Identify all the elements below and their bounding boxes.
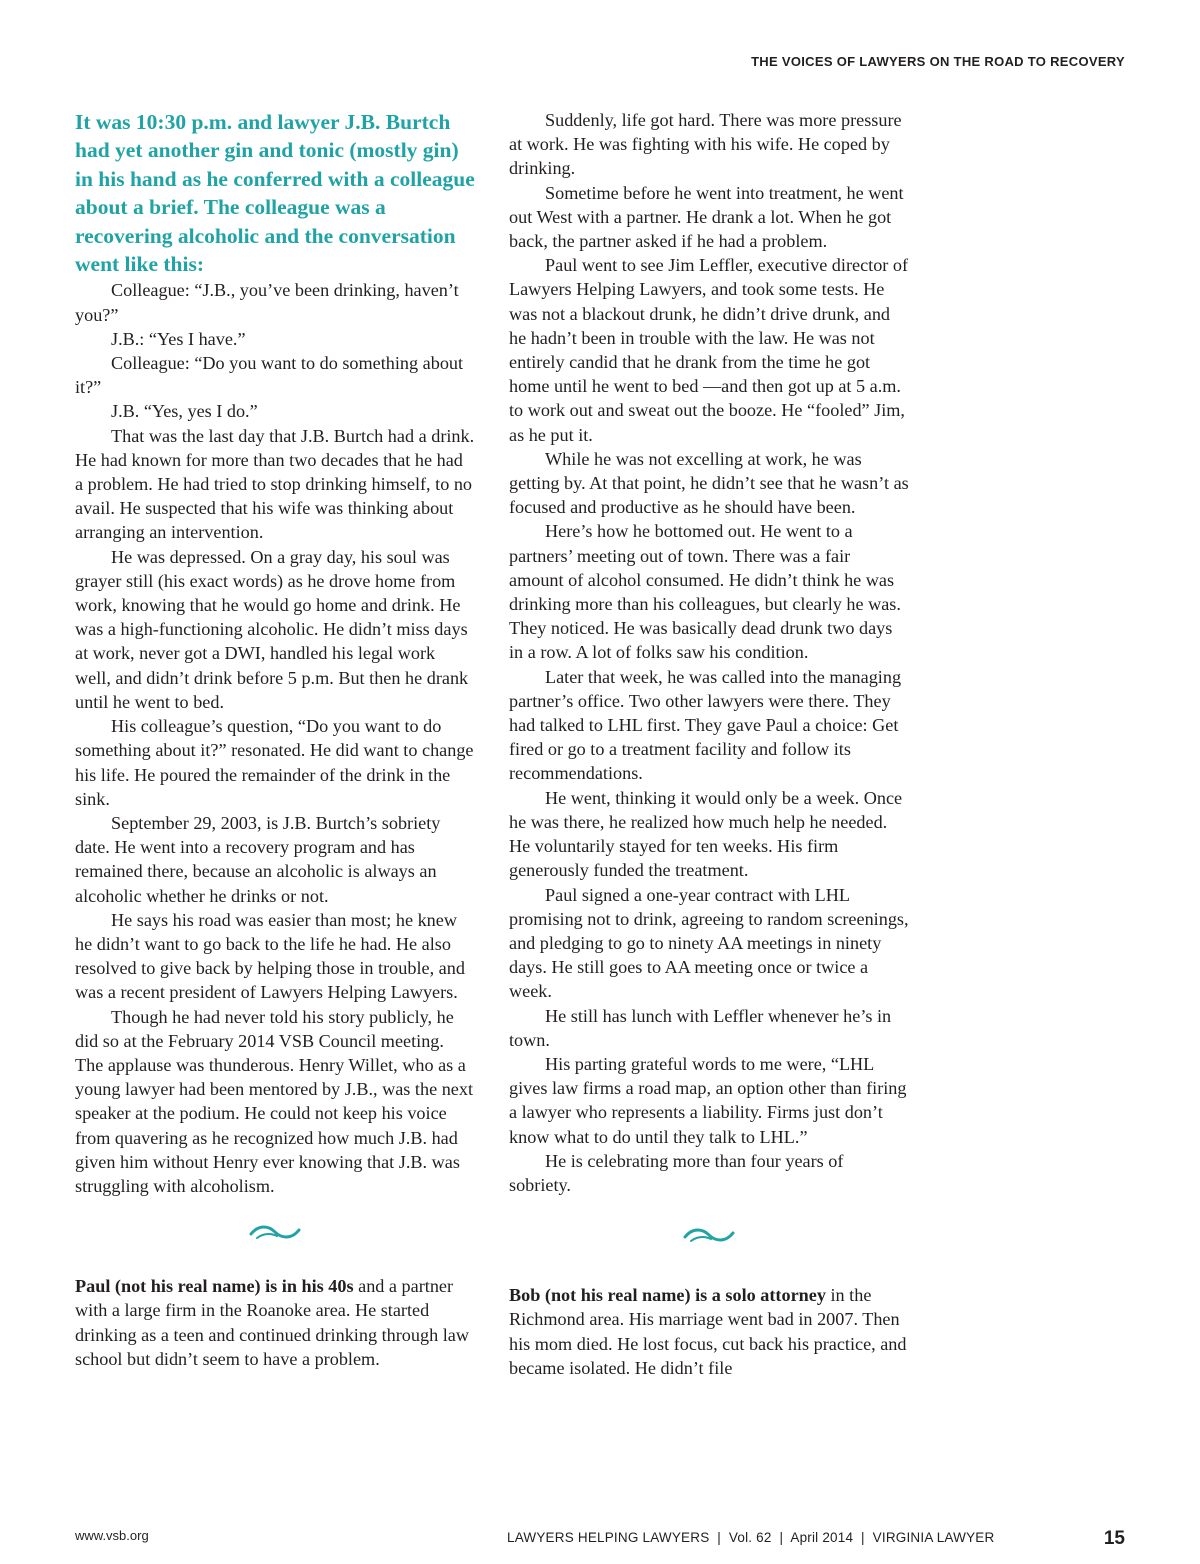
body-paragraph: September 29, 2003, is J.B. Burtch’s sobriety date. He went into a recovery program and has remained there, because an alcoholic is always an alcoholic whether he drinks or not. <box>75 812 441 906</box>
running-head: THE VOICES OF LAWYERS ON THE ROAD TO RECOVERY <box>751 54 1125 69</box>
body-paragraph: He says his road was easier than most; he knew he didn’t want to go back to the life he had. He also resolved to give back by helping those in trouble, and was a recent president of Lawyers Helping Lawyers. <box>75 909 465 1003</box>
right-column <box>509 108 909 1380</box>
body-paragraph: While he was not excelling at work, he was getting by. At that point, he didn’t see that he wasn’t as focused and productive as he should have been. <box>509 448 909 518</box>
body-paragraph: Colleague: “Do you want to do something about it?” <box>75 353 464 398</box>
section-lead-rest: and a partner with a large firm in the Roanoke area. He started drinking as a teen and continued drinking through law school but didn’t seem to have a problem. <box>75 1276 469 1369</box>
body-paragraph: He was depressed. On a gray day, his soul was grayer still (his exact words) as he drove home from work, knowing that he would go home and drink. He was a high-functioning alcoholic. He didn’t miss days at work, never got a DWI, handled his legal work well, and didn’t drink before 5 p.m. But then he drank until he went to bed. <box>75 546 469 712</box>
section-paragraph-paul <box>75 1274 475 1371</box>
footer-url: www.vsb.org <box>75 1528 149 1543</box>
body-paragraph: J.B.: “Yes I have.” <box>111 328 246 349</box>
body-paragraph: Later that week, he was called into the managing partner’s office. Two other lawyers were there. They had talked to LHL first. They gave Paul a choice: Get fired or go to a treatment facility and follow its recommendations. <box>509 666 902 784</box>
page-number: 15 <box>1103 1528 1125 1549</box>
body-paragraph: That was the last day that J.B. Burtch had a drink. He had known for more than two decades that he had a problem. He had tried to stop drinking himself, to no avail. He suspected that his wife was thinking about arranging an intervention. <box>75 425 475 543</box>
body-paragraph: His colleague’s question, “Do you want to do something about it?” resonated. He did want to change his life. He poured the remainder of the drink in the sink. <box>75 716 474 809</box>
body-paragraph: Sometime before he went into treatment, he went out West with a partner. He drank a lot. When he got back, the partner asked if he had a problem. <box>509 182 904 252</box>
body-paragraph: Paul went to see Jim Leffler, executive director of Lawyers Helping Lawyers, and took some tests. He was not a blackout drunk, he didn’t drive drunk, and he hadn’t been in trouble with the law. He was not entirely candid that he drank from the time he got home until he went to bed —and then got up at 5 a.m. to work out and sweat out the booze. He “fooled” Jim, as he put it. <box>509 255 909 445</box>
swash-ornament-icon <box>247 1222 303 1244</box>
body-paragraph: Suddenly, life got hard. There was more pressure at work. He was fighting with his wife. He coped by drinking. <box>509 110 902 179</box>
body-paragraph: J.B. “Yes, yes I do.” <box>111 401 258 422</box>
body-paragraph: He went, thinking it would only be a week. Once he was there, he realized how much help he needed. He voluntarily stayed for ten weeks. His firm generously funded the treatment. <box>509 787 903 881</box>
swash-ornament-icon <box>681 1225 737 1247</box>
body-paragraph: Paul signed a one-year contract with LHL promising not to drink, agreeing to random screenings, and pledging to go to ninety AA meetings in ninety days. He still goes to AA meeting once or twice a week. <box>509 884 909 1002</box>
section-lead-bold: Paul (not his real name) is in his 40s <box>75 1276 354 1297</box>
body-paragraph: Though he had never told his story publicly, he did so at the February 2014 VSB Council meeting. The applause was thunderous. Henry Willet, who as a young lawyer had been mentored by J.B., was the next speaker at the podium. He could not keep his voice from quavering as he recognized how much J.B. had given him without Henry ever knowing that J.B. was struggling with alcoholism. <box>75 1006 474 1196</box>
section-divider-icon <box>75 1220 475 1250</box>
section-divider-icon <box>509 1223 909 1253</box>
footer-publication: LAWYERS HELPING LAWYERS | Vol. 62 | April 2014 | VIRGINIA LAWYER <box>507 1530 995 1545</box>
lead-paragraph: It was 10:30 p.m. and lawyer J.B. Burtch had yet another gin and tonic (mostly gin) in his hand as he conferred with a colleague about a brief. The colleague was a recovering alcoholic and the conversation went like this: <box>75 110 475 277</box>
section-paragraph-bob <box>509 1283 909 1380</box>
body-paragraph: Colleague: “J.B., you’ve been drinking, haven’t you?” <box>75 280 459 325</box>
left-column <box>75 108 475 1371</box>
section-lead-bold: Bob (not his real name) is a solo attorney <box>509 1285 826 1306</box>
body-paragraph: He is celebrating more than four years of sobriety. <box>509 1150 844 1195</box>
body-paragraph: His parting grateful words to me were, “LHL gives law firms a road map, an option other than firing a lawyer who represents a liability. Firms just don’t know what to do until they talk to LHL.” <box>509 1053 907 1147</box>
section-lead-rest: in the Richmond area. His marriage went bad in 2007. Then his mom died. He lost focus, cut back his practice, and became isolated. He didn’t file <box>509 1285 907 1378</box>
body-paragraph: He still has lunch with Leffler whenever he’s in town. <box>509 1005 892 1050</box>
body-paragraph: Here’s how he bottomed out. He went to a partners’ meeting out of town. There was a fair amount of alcohol consumed. He didn’t think he was drinking more than his colleagues, but clearly he was. They noticed. He was basically dead drunk two days in a row. A lot of folks saw his condition. <box>509 521 901 663</box>
